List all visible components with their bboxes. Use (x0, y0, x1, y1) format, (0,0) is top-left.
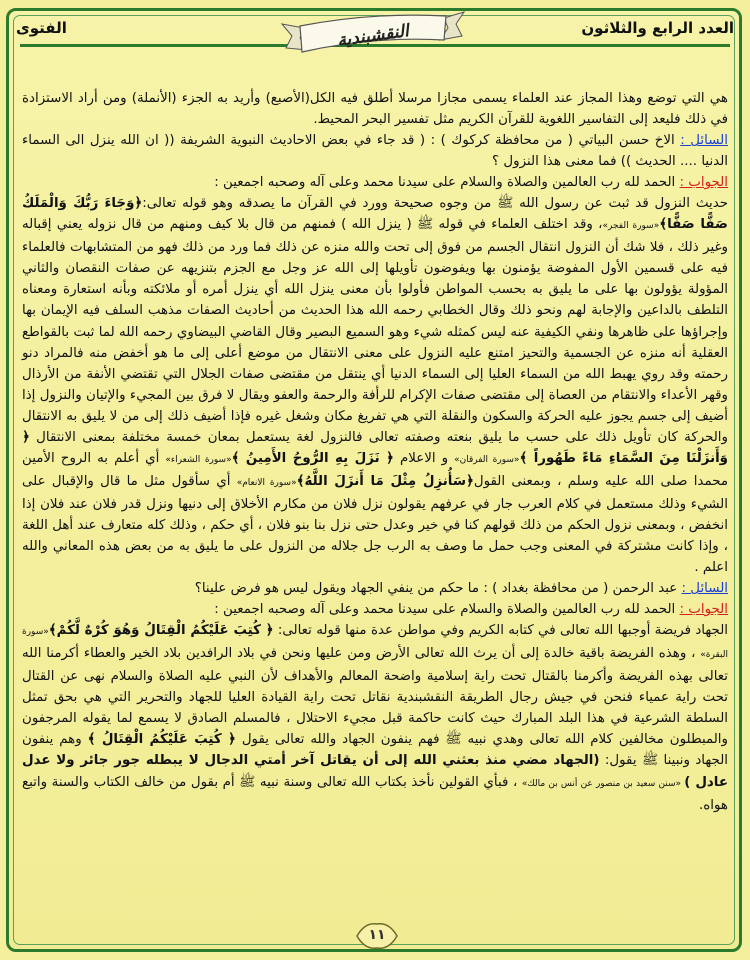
source-reference: «سورة البقرة» (22, 627, 728, 661)
questioner-label: السائل : (680, 133, 728, 149)
paragraph (22, 599, 728, 620)
text-run: عبد الرحمن ( من محافظة بغداد ) : ما حكم من ينفي الجهاد ويقول ليس هو فرض علينا؟ (194, 581, 682, 597)
page-number: ١١ (368, 927, 386, 943)
quran-verse: ﴿وَجَاءَ رَبُّكَ وَالْمَلَكُ صَفًّا صَفًّا﴾ (22, 196, 728, 233)
paragraph (22, 620, 728, 815)
text-run: حديث النزول قد ثبت عن رسول الله ﷺ من وجوه صحيحة وورد في القرآن ما يصدقه وهو قوله تعالى: (142, 196, 729, 212)
quran-verse: ﴿سَأُنزِلُ مِثْلَ مَا أَنزَلَ اللَّهُ﴾ (296, 473, 474, 489)
text-run: وهم ينفون الجهاد ونبينا ﷺ يقول: (22, 732, 728, 769)
questioner-label: السائل : (681, 581, 728, 597)
section-label: الفتوى (16, 19, 67, 37)
paragraph (22, 88, 728, 130)
text-run: الجهاد فريضة أوجبها الله تعالى في كتابه الكريم وفي مواطن عدة منها قوله تعالى: (273, 623, 728, 639)
paragraph (22, 578, 728, 599)
text-run: أي سأقول مثل ما قال والإقبال على الشيء وذلك مستعمل في كلام العرب جار في عرفهم يقولون نزل فلان من مكارم الأخلاق إلى دنيها ونزل قدر فلان عند فلان إذا انخفض ، وبمعنى نزول الحكم من ذلك قولهم كنا في خير وعدل حتى نزل بنا بنو فلان ، أي حكم ، وذلك كله متعارف عند أهل اللغة ، وإذا كانت مشتركة في المعنى وجب حمل ما وصف به الرب جل جلاله من النزول على ما يليق به من بعض هذه المعاني والله اعلم . (22, 473, 728, 576)
text-run: الاخ حسن البياتي ( من محافظة كركوك ) : ( قد جاء في بعض الاحاديث النبوية الشريفة (( ان الله ينزل الى السماء الدنيا .... الحديث )) فما معنى هذا النزول ؟ (22, 133, 728, 170)
issue-label: العدد الرابع والثلاثون (581, 19, 734, 37)
page-number-badge (355, 922, 399, 950)
text-run: هي التي توضع وهذا المجاز عند العلماء يسمى مجازا مرسلا أطلق فيه الكل(الأصبع) وأريد به الجزء (الأنملة) ومن أراد الاستزادة في ذلك فليعد إلى التفاسير اللغوية للقرآن الكريم مثل تفسير البحر المحيط. (22, 91, 728, 128)
text-run: ، وقد اختلف العلماء في قوله ﷺ ( ينزل الله ) فمنهم من قال بلا كيف ومنهم من قال نزوله يعني إقباله وغير ذلك ، فلا شك أن النزول انتقال الجسم من فوق إلى تحت والله منزه عن ذلك فما ورد من ذلك فهو من المتشابهات فالعلماء فيه على قسمين الأول المفوضة يؤمنون بها ويفوضون تأويلها إلى الله عز وجل مع الجزم بتنزيهه عن صفات النقصان والثاني المؤولة يؤولون بها على ما يليق به بحسب المواطن فأولوا بأن معنى ينزل الله أي ينزل أمره أو ملائكته وبأنه استعارة ومعناه التلطف بالداعين والإجابة لهم ونحو ذلك وقال الخطابي رحمه الله هذا الحديث من أحاديث الصفات مذهب السلف فيه الإيمان بها وإجراؤها على ظاهرها ونفي الكيفية عنه ليس كمثله شيء وهو السميع البصير وقال القاضي البيضاوي رحمه الله لما ثبت بالقواطع العقلية أنه منزه عن الجسمية والتحيز امتنع عليه النزول على معنى الانتقال من موضع أعلى إلى ما هو أخفض منه فالمراد دنو رحمته وقد روي يهبط الله من السماء العليا إلى السماء الدنيا أي ينتقل من مقتضى صفات الجلال التي تقتضي الأنفة من الأرذال وقهر الأعداء والانتقام من العصاة إلى مقتضى صفات الإكرام للرأفة والرحمة والعفو ويقال لا فرق بين المجيء والإتيان والنزول إذا أضيف إلى جسم يجوز عليه الحركة والسكون والنقلة التي هي تفريغ مكان وشغل غيره فإذا أضيف ذلك إلى من لا يليق به الانتقال والحركة كان تأويل ذلك على حسب ما يليق بنعته وصفته تعالى فالنزول لغة يستعمل بمعان خمسة مختلفة بمعنى الانتقال (22, 217, 728, 445)
answer-label: الجواب : (679, 602, 728, 618)
text-run: ، وهذه الفريضة باقية خالدة إلى أن يرث الله تعالى الأرض ومن عليها ونحن في بلاد الرافدين بلاد الخير والعطاء أكرمنا الله تعالى بهذه الفريضة وأكرمنا بالقتال تحت راية إسلامية واضحة المعالم والأهداف لأن النبي عليه الصلاة والسلام نهى عن القتال تحت راية عمياء فنحن في جيش رجال الطريقة النقشبندية نقاتل تحت راية القيادة العليا للجهاد والتحرير التي هي بحق تمثل السلطة الشرعية في هذا البلد المبارك حيث كانت حاكمة قبل مجيء الاحتلال ، فالمسلم الصادق لا يسمع لما يقوله المرجفون والمبطلون مخالفين كلام الله تعالى وهدي نبيه ﷺ فهم ينفون الجهاد والله تعالى يقول (22, 646, 728, 748)
source-reference: «سورة الشعراء» (165, 454, 232, 465)
paragraph (22, 130, 728, 172)
source-reference: «سورة الفرقان» (454, 454, 520, 465)
source-reference: «سورة الفجر» (602, 221, 660, 232)
text-run: ، فبأي القولين نأخذ بكتاب الله تعالى وسنة نبيه ﷺ أم بقول من خالف الكتاب والسنة واتبع هواه. (22, 774, 728, 813)
text-run: و الاعلام (393, 450, 455, 466)
title-ribbon (278, 6, 468, 66)
hadith-quote: (الجهاد مضي منذ بعثني الله إلى أن يقاتل آخر أمتي الدجال لا يبطله جور جائر ولا عدل عادل ) (22, 753, 728, 790)
ribbon-title: النقشبندية (336, 21, 410, 51)
text-run: الحمد لله رب العالمين والصلاة والسلام على سيدنا محمد وعلى آله وصحبه اجمعين : (214, 175, 680, 191)
quran-verse: ﴿ كُتِبَ عَلَيْكُمُ الْقِتَالُ وَهُوَ كُرْهٌ لَّكُمْ﴾ (48, 623, 274, 639)
paragraph (22, 193, 728, 578)
text-run: أي أعلم به الروح الأمين محمدا صلى الله عليه وسلم ، وبمعنى القول (22, 450, 729, 489)
article-body (22, 88, 728, 816)
quran-verse: ﴿ وَأَنزَلْنَا مِنَ السَّمَاءِ مَاءً طَهُوراً ﴾ (22, 429, 729, 466)
source-reference: «سورة الانعام» (236, 477, 297, 488)
answer-label: الجواب : (679, 175, 728, 191)
source-reference: «سنن سعيد بن منصور عن أنس بن مالك» (521, 778, 685, 789)
quran-verse: ﴿ كُتِبَ عَلَيْكُمُ الْقِتَالُ ﴾ (87, 732, 236, 748)
text-run: الحمد لله رب العالمين والصلاة والسلام على سيدنا محمد وعلى آله وصحبه اجمعين : (214, 602, 680, 618)
paragraph (22, 172, 728, 193)
quran-verse: ﴿ نَزَلَ بِهِ الرُّوحُ الأَمِينُ ﴾ (231, 450, 394, 466)
